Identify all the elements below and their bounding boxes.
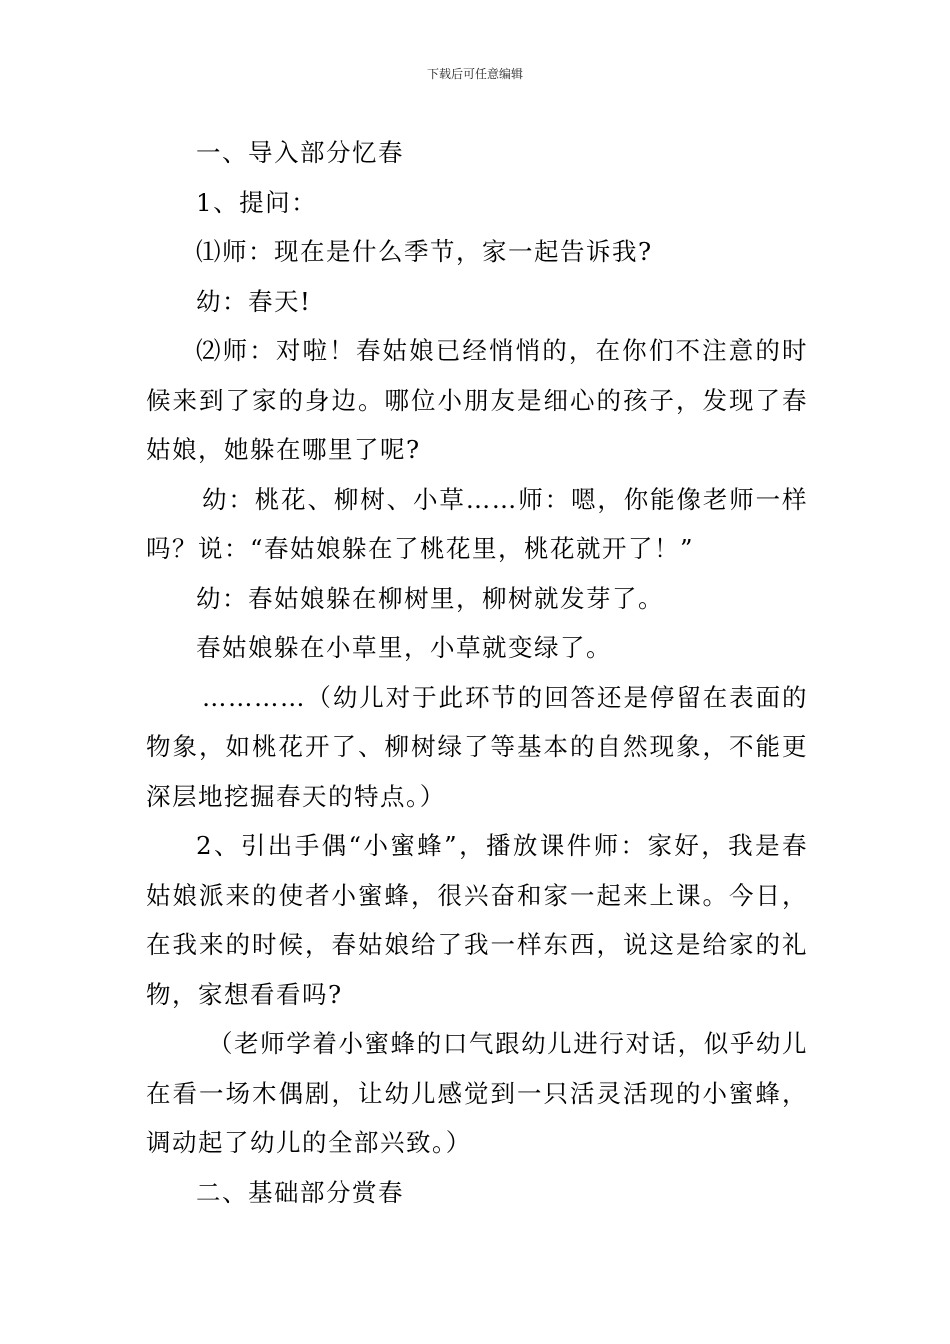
commentary-paragraph: （老师学着小蜜蜂的口气跟幼儿进行对话，似乎幼儿在看一场木偶剧，让幼儿感觉到一只活灵活现的小蜜蜂，调动起了幼儿的全部兴致。） xyxy=(146,1029,808,1157)
section-heading: 二、基础部分赏春 xyxy=(196,1177,404,1207)
section-heading: 一、导入部分忆春 xyxy=(196,138,404,167)
page-header: 下载后可任意编辑 xyxy=(426,67,523,81)
list-item: 2、引出手偶“小蜜蜂”，播放课件师：家好，我是春姑娘派来的使者小蜜蜂，很兴奋和家一起来上课。今日，在我来的时候，春姑娘给了我一样东西，说这是给家的礼物，家想看看吗? xyxy=(146,831,808,1009)
dialogue-paragraph: ⑵师：对啦！春姑娘已经悄悄的，在你们不注意的时候来到了家的身边。哪位小朋友是细心的孩子，发现了春姑娘，她躲在哪里了呢? xyxy=(146,336,808,464)
dialogue-paragraph: ⑴师：现在是什么季节，家一起告诉我? xyxy=(196,237,653,266)
document-body xyxy=(146,128,808,1217)
dialogue-paragraph: 幼：春姑娘躲在柳树里，柳树就发芽了。 xyxy=(196,583,664,613)
list-item: 1、提问： xyxy=(196,187,318,217)
dialogue-paragraph: 幼：春天! xyxy=(196,286,312,316)
dialogue-paragraph: 幼：桃花、柳树、小草……师：嗯，你能像老师一样吗？说：“春姑娘躲在了桃花里，桃花就开了！” xyxy=(146,484,808,563)
dialogue-paragraph: 春姑娘躲在小草里，小草就变绿了。 xyxy=(196,633,612,662)
commentary-paragraph: …………（幼儿对于此环节的回答还是停留在表面的物象，如桃花开了、柳树绿了等基本的自然现象，不能更深层地挖掘春天的特点。） xyxy=(146,682,808,811)
